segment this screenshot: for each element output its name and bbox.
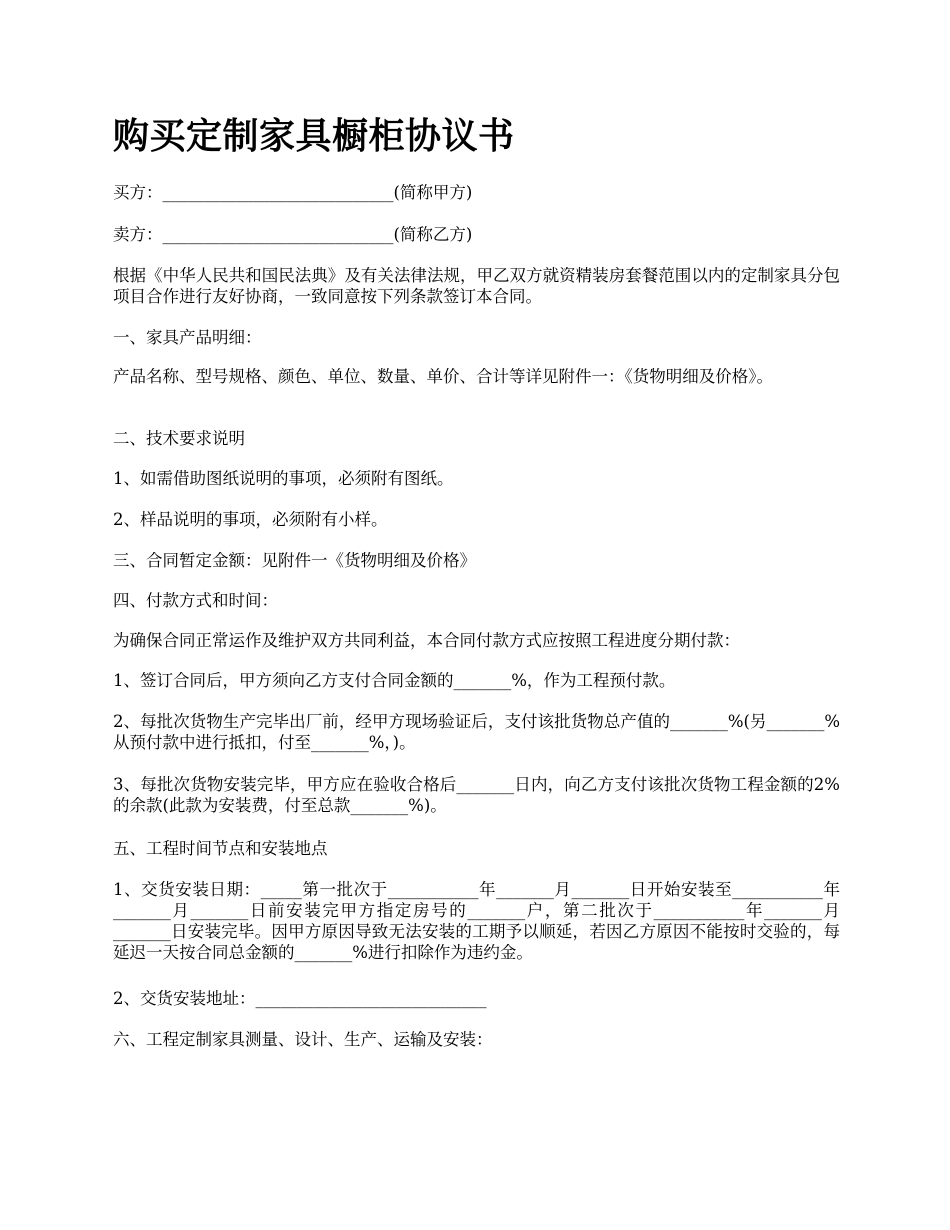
section-heading: 六、工程定制家具测量、设计、生产、运输及安装： xyxy=(113,1030,493,1049)
section-heading: 四、付款方式和时间： xyxy=(113,591,278,610)
clause-paragraph: 1、如需借助图纸说明的事项，必须附有图纸。 xyxy=(113,469,454,488)
document-title: 购买定制家具橱柜协议书 xyxy=(113,115,515,157)
body-paragraph: 产品名称、型号规格、颜色、单位、数量、单价、合计等详见附件一：《货物明细及价格》。 xyxy=(113,367,773,386)
buyer-line: 买方：____________________________(简称甲方) xyxy=(113,183,473,202)
clause-paragraph: 2、每批次货物生产完毕出厂前，经甲方现场验证后，支付该批货物总产值的_______%(另_______%从预付款中进行抵扣，付至_______%，)。 xyxy=(113,712,840,752)
section-heading: 一、家具产品明细： xyxy=(113,328,262,347)
clause-paragraph: 2、交货安装地址：____________________________ xyxy=(113,989,487,1008)
section-heading: 二、技术要求说明 xyxy=(113,429,245,448)
seller-line: 卖方：____________________________(简称乙方) xyxy=(113,225,473,244)
section-heading: 五、工程时间节点和安装地点 xyxy=(113,839,328,858)
clause-paragraph: 2、样品说明的事项，必须附有小样。 xyxy=(113,510,388,529)
section-heading: 三、合同暂定金额：见附件一《货物明细及价格》 xyxy=(113,551,476,570)
clause-paragraph: 1、签订合同后，甲方须向乙方支付合同金额的_______%，作为工程预付款。 xyxy=(113,671,676,690)
body-paragraph: 为确保合同正常运作及维护双方共同利益，本合同付款方式应按照工程进度分期付款： xyxy=(113,631,740,650)
clause-paragraph: 3、每批次货物安装完毕，甲方应在验收合格后_______日内，向乙方支付该批次货物工程金额的2%的余款(此款为安装费，付至总款_______%)。 xyxy=(113,775,840,815)
preamble-paragraph: 根据《中华人民共和国民法典》及有关法律法规，甲乙双方就资精装房套餐范围以内的定制家具分包项目合作进行友好协商，一致同意按下列条款签订本合同。 xyxy=(113,266,840,306)
clause-paragraph: 1、交货安装日期：_____第一批次于___________年_______月_______日开始安装至___________年_______月_______日前安装完甲方指定房号的_______户，第二批次于___________年_______月_______日安装完毕。因甲方原因导致无法安装的工期予以顺延，若因乙方原因不能按时交验的，每延迟一天按合同总金额的_______%进行扣除作为违约金。 xyxy=(113,880,840,962)
